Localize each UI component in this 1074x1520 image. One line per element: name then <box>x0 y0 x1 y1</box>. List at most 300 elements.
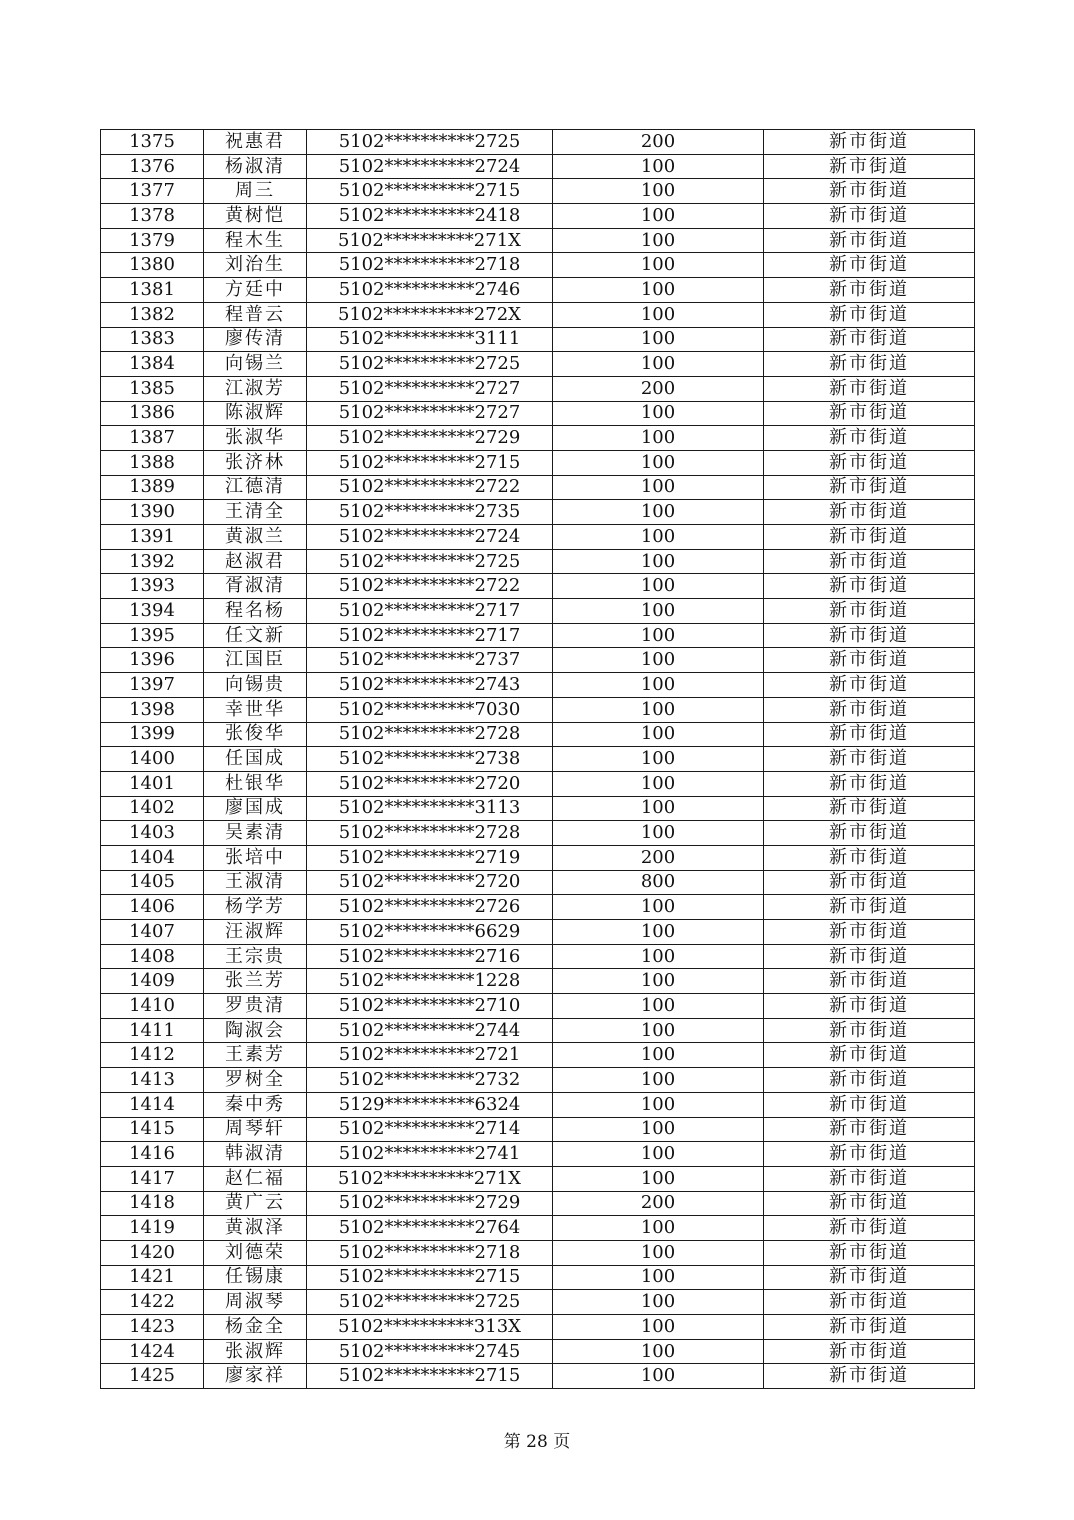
amount-cell: 100 <box>553 1315 764 1340</box>
name-cell: 程名杨 <box>204 599 307 624</box>
street-cell: 新市街道 <box>764 1240 975 1265</box>
amount-cell: 100 <box>553 278 764 303</box>
id-number-cell: 5102**********2725 <box>307 130 553 155</box>
street-cell: 新市街道 <box>764 599 975 624</box>
table-row <box>101 278 975 303</box>
street-cell: 新市街道 <box>764 327 975 352</box>
id-number-cell: 5102**********2722 <box>307 475 553 500</box>
street-cell: 新市街道 <box>764 1068 975 1093</box>
table-row <box>101 1092 975 1117</box>
street-cell: 新市街道 <box>764 549 975 574</box>
table-row <box>101 1315 975 1340</box>
id-number-cell: 5102**********2718 <box>307 253 553 278</box>
id-number-cell: 5102**********2725 <box>307 352 553 377</box>
table-row <box>101 401 975 426</box>
name-cell: 向锡兰 <box>204 352 307 377</box>
amount-cell: 100 <box>553 1092 764 1117</box>
table-row <box>101 771 975 796</box>
street-cell: 新市街道 <box>764 500 975 525</box>
seq-cell: 1377 <box>101 179 204 204</box>
name-cell: 黄树恺 <box>204 204 307 229</box>
amount-cell: 100 <box>553 796 764 821</box>
table-row <box>101 1166 975 1191</box>
name-cell: 张淑辉 <box>204 1339 307 1364</box>
table-row <box>101 549 975 574</box>
name-cell: 任文新 <box>204 623 307 648</box>
street-cell: 新市街道 <box>764 1216 975 1241</box>
amount-cell: 100 <box>553 895 764 920</box>
name-cell: 赵仁福 <box>204 1166 307 1191</box>
name-cell: 张淑华 <box>204 426 307 451</box>
id-number-cell: 5102**********272X <box>307 302 553 327</box>
table-row <box>101 623 975 648</box>
id-number-cell: 5102**********3113 <box>307 796 553 821</box>
street-cell: 新市街道 <box>764 623 975 648</box>
id-number-cell: 5102**********2727 <box>307 401 553 426</box>
table-row <box>101 1191 975 1216</box>
id-number-cell: 5102**********2720 <box>307 771 553 796</box>
table-row <box>101 154 975 179</box>
id-number-cell: 5102**********2724 <box>307 525 553 550</box>
table-row <box>101 969 975 994</box>
street-cell: 新市街道 <box>764 1142 975 1167</box>
id-number-cell: 5102**********2714 <box>307 1117 553 1142</box>
amount-cell: 100 <box>553 1265 764 1290</box>
amount-cell: 800 <box>553 870 764 895</box>
seq-cell: 1403 <box>101 821 204 846</box>
amount-cell: 100 <box>553 722 764 747</box>
table-row <box>101 1142 975 1167</box>
seq-cell: 1412 <box>101 1043 204 1068</box>
street-cell: 新市街道 <box>764 204 975 229</box>
table-row <box>101 376 975 401</box>
seq-cell: 1389 <box>101 475 204 500</box>
street-cell: 新市街道 <box>764 648 975 673</box>
amount-cell: 100 <box>553 450 764 475</box>
name-cell: 汪淑辉 <box>204 920 307 945</box>
street-cell: 新市街道 <box>764 450 975 475</box>
name-cell: 王宗贵 <box>204 944 307 969</box>
seq-cell: 1380 <box>101 253 204 278</box>
street-cell: 新市街道 <box>764 722 975 747</box>
amount-cell: 100 <box>553 673 764 698</box>
seq-cell: 1379 <box>101 228 204 253</box>
name-cell: 杨学芳 <box>204 895 307 920</box>
amount-cell: 100 <box>553 549 764 574</box>
amount-cell: 100 <box>553 920 764 945</box>
id-number-cell: 5102**********2725 <box>307 549 553 574</box>
seq-cell: 1387 <box>101 426 204 451</box>
seq-cell: 1385 <box>101 376 204 401</box>
id-number-cell: 5102**********2715 <box>307 179 553 204</box>
amount-cell: 100 <box>553 1364 764 1389</box>
amount-cell: 100 <box>553 327 764 352</box>
amount-cell: 100 <box>553 1240 764 1265</box>
amount-cell: 100 <box>553 599 764 624</box>
name-cell: 向锡贵 <box>204 673 307 698</box>
id-number-cell: 5102**********2737 <box>307 648 553 673</box>
id-number-cell: 5102**********2715 <box>307 1364 553 1389</box>
name-cell: 任锡康 <box>204 1265 307 1290</box>
name-cell: 张俊华 <box>204 722 307 747</box>
amount-cell: 100 <box>553 204 764 229</box>
street-cell: 新市街道 <box>764 673 975 698</box>
id-number-cell: 5102**********2724 <box>307 154 553 179</box>
name-cell: 刘德荣 <box>204 1240 307 1265</box>
name-cell: 祝惠君 <box>204 130 307 155</box>
name-cell: 程木生 <box>204 228 307 253</box>
name-cell: 杨金全 <box>204 1315 307 1340</box>
table-row <box>101 204 975 229</box>
seq-cell: 1386 <box>101 401 204 426</box>
table-row <box>101 253 975 278</box>
id-number-cell: 5102**********271X <box>307 1166 553 1191</box>
seq-cell: 1422 <box>101 1290 204 1315</box>
name-cell: 韩淑清 <box>204 1142 307 1167</box>
id-number-cell: 5102**********2732 <box>307 1068 553 1093</box>
table-row <box>101 648 975 673</box>
seq-cell: 1381 <box>101 278 204 303</box>
seq-cell: 1406 <box>101 895 204 920</box>
street-cell: 新市街道 <box>764 1315 975 1340</box>
street-cell: 新市街道 <box>764 130 975 155</box>
seq-cell: 1401 <box>101 771 204 796</box>
street-cell: 新市街道 <box>764 944 975 969</box>
name-cell: 胥淑清 <box>204 574 307 599</box>
amount-cell: 200 <box>553 845 764 870</box>
seq-cell: 1415 <box>101 1117 204 1142</box>
table-row <box>101 475 975 500</box>
amount-cell: 100 <box>553 253 764 278</box>
name-cell: 幸世华 <box>204 697 307 722</box>
id-number-cell: 5102**********2727 <box>307 376 553 401</box>
amount-cell: 100 <box>553 1216 764 1241</box>
table-row <box>101 1068 975 1093</box>
seq-cell: 1410 <box>101 994 204 1019</box>
seq-cell: 1393 <box>101 574 204 599</box>
id-number-cell: 5102**********2743 <box>307 673 553 698</box>
street-cell: 新市街道 <box>764 821 975 846</box>
seq-cell: 1404 <box>101 845 204 870</box>
name-cell: 任国成 <box>204 747 307 772</box>
name-cell: 廖家祥 <box>204 1364 307 1389</box>
table-row <box>101 500 975 525</box>
street-cell: 新市街道 <box>764 253 975 278</box>
name-cell: 陈淑辉 <box>204 401 307 426</box>
table-row <box>101 796 975 821</box>
id-number-cell: 5102**********2744 <box>307 1018 553 1043</box>
seq-cell: 1397 <box>101 673 204 698</box>
amount-cell: 100 <box>553 623 764 648</box>
seq-cell: 1390 <box>101 500 204 525</box>
id-number-cell: 5102**********2764 <box>307 1216 553 1241</box>
data-table <box>100 129 975 1389</box>
table-row <box>101 1339 975 1364</box>
table-row <box>101 895 975 920</box>
name-cell: 周淑琴 <box>204 1290 307 1315</box>
name-cell: 王清全 <box>204 500 307 525</box>
street-cell: 新市街道 <box>764 994 975 1019</box>
seq-cell: 1409 <box>101 969 204 994</box>
id-number-cell: 5102**********2717 <box>307 599 553 624</box>
table-row <box>101 228 975 253</box>
amount-cell: 100 <box>553 1339 764 1364</box>
amount-cell: 100 <box>553 154 764 179</box>
street-cell: 新市街道 <box>764 1339 975 1364</box>
seq-cell: 1425 <box>101 1364 204 1389</box>
seq-cell: 1383 <box>101 327 204 352</box>
street-cell: 新市街道 <box>764 1166 975 1191</box>
street-cell: 新市街道 <box>764 574 975 599</box>
seq-cell: 1411 <box>101 1018 204 1043</box>
street-cell: 新市街道 <box>764 154 975 179</box>
id-number-cell: 5102**********313X <box>307 1315 553 1340</box>
seq-cell: 1424 <box>101 1339 204 1364</box>
street-cell: 新市街道 <box>764 895 975 920</box>
id-number-cell: 5102**********2715 <box>307 1265 553 1290</box>
seq-cell: 1388 <box>101 450 204 475</box>
amount-cell: 100 <box>553 969 764 994</box>
street-cell: 新市街道 <box>764 870 975 895</box>
name-cell: 张济林 <box>204 450 307 475</box>
id-number-cell: 5102**********2728 <box>307 722 553 747</box>
seq-cell: 1402 <box>101 796 204 821</box>
amount-cell: 100 <box>553 1117 764 1142</box>
name-cell: 江德清 <box>204 475 307 500</box>
street-cell: 新市街道 <box>764 920 975 945</box>
name-cell: 罗树全 <box>204 1068 307 1093</box>
table-row <box>101 1240 975 1265</box>
street-cell: 新市街道 <box>764 747 975 772</box>
amount-cell: 200 <box>553 1191 764 1216</box>
amount-cell: 100 <box>553 771 764 796</box>
id-number-cell: 5102**********2725 <box>307 1290 553 1315</box>
table-row <box>101 673 975 698</box>
seq-cell: 1391 <box>101 525 204 550</box>
street-cell: 新市街道 <box>764 1043 975 1068</box>
id-number-cell: 5102**********2718 <box>307 1240 553 1265</box>
id-number-cell: 5102**********2746 <box>307 278 553 303</box>
id-number-cell: 5102**********2722 <box>307 574 553 599</box>
seq-cell: 1408 <box>101 944 204 969</box>
street-cell: 新市街道 <box>764 376 975 401</box>
name-cell: 程普云 <box>204 302 307 327</box>
name-cell: 王淑清 <box>204 870 307 895</box>
table-row <box>101 944 975 969</box>
amount-cell: 100 <box>553 944 764 969</box>
name-cell: 廖国成 <box>204 796 307 821</box>
table-row <box>101 450 975 475</box>
amount-cell: 200 <box>553 376 764 401</box>
amount-cell: 100 <box>553 697 764 722</box>
seq-cell: 1400 <box>101 747 204 772</box>
amount-cell: 100 <box>553 179 764 204</box>
seq-cell: 1375 <box>101 130 204 155</box>
name-cell: 黄广云 <box>204 1191 307 1216</box>
name-cell: 江国臣 <box>204 648 307 673</box>
street-cell: 新市街道 <box>764 475 975 500</box>
id-number-cell: 5102**********2728 <box>307 821 553 846</box>
seq-cell: 1414 <box>101 1092 204 1117</box>
amount-cell: 100 <box>553 821 764 846</box>
street-cell: 新市街道 <box>764 1290 975 1315</box>
seq-cell: 1416 <box>101 1142 204 1167</box>
amount-cell: 100 <box>553 228 764 253</box>
table-row <box>101 525 975 550</box>
seq-cell: 1395 <box>101 623 204 648</box>
amount-cell: 100 <box>553 500 764 525</box>
seq-cell: 1394 <box>101 599 204 624</box>
seq-cell: 1407 <box>101 920 204 945</box>
name-cell: 罗贵清 <box>204 994 307 1019</box>
id-number-cell: 5102**********7030 <box>307 697 553 722</box>
amount-cell: 200 <box>553 130 764 155</box>
table-row <box>101 179 975 204</box>
name-cell: 杜银华 <box>204 771 307 796</box>
street-cell: 新市街道 <box>764 352 975 377</box>
street-cell: 新市街道 <box>764 1117 975 1142</box>
id-number-cell: 5102**********2729 <box>307 426 553 451</box>
amount-cell: 100 <box>553 1166 764 1191</box>
table-row <box>101 1117 975 1142</box>
seq-cell: 1418 <box>101 1191 204 1216</box>
street-cell: 新市街道 <box>764 796 975 821</box>
name-cell: 吴素清 <box>204 821 307 846</box>
amount-cell: 100 <box>553 994 764 1019</box>
amount-cell: 100 <box>553 1290 764 1315</box>
name-cell: 黄淑泽 <box>204 1216 307 1241</box>
seq-cell: 1405 <box>101 870 204 895</box>
street-cell: 新市街道 <box>764 1265 975 1290</box>
name-cell: 方廷中 <box>204 278 307 303</box>
street-cell: 新市街道 <box>764 525 975 550</box>
id-number-cell: 5102**********2741 <box>307 1142 553 1167</box>
table-row <box>101 821 975 846</box>
table-row <box>101 1290 975 1315</box>
name-cell: 周琴轩 <box>204 1117 307 1142</box>
street-cell: 新市街道 <box>764 1092 975 1117</box>
table-row <box>101 1018 975 1043</box>
table-body <box>101 130 975 1389</box>
name-cell: 陶淑会 <box>204 1018 307 1043</box>
street-cell: 新市街道 <box>764 179 975 204</box>
table-row <box>101 747 975 772</box>
table-row <box>101 994 975 1019</box>
amount-cell: 100 <box>553 1018 764 1043</box>
id-number-cell: 5129**********6324 <box>307 1092 553 1117</box>
table-row <box>101 426 975 451</box>
amount-cell: 100 <box>553 475 764 500</box>
id-number-cell: 5102**********2710 <box>307 994 553 1019</box>
table-row <box>101 1216 975 1241</box>
seq-cell: 1413 <box>101 1068 204 1093</box>
seq-cell: 1396 <box>101 648 204 673</box>
id-number-cell: 5102**********2738 <box>307 747 553 772</box>
table-row <box>101 599 975 624</box>
amount-cell: 100 <box>553 1068 764 1093</box>
seq-cell: 1378 <box>101 204 204 229</box>
street-cell: 新市街道 <box>764 278 975 303</box>
amount-cell: 100 <box>553 747 764 772</box>
id-number-cell: 5102**********2418 <box>307 204 553 229</box>
name-cell: 廖传清 <box>204 327 307 352</box>
street-cell: 新市街道 <box>764 401 975 426</box>
table-row <box>101 574 975 599</box>
amount-cell: 100 <box>553 302 764 327</box>
id-number-cell: 5102**********2721 <box>307 1043 553 1068</box>
seq-cell: 1376 <box>101 154 204 179</box>
street-cell: 新市街道 <box>764 697 975 722</box>
id-number-cell: 5102**********2720 <box>307 870 553 895</box>
id-number-cell: 5102**********1228 <box>307 969 553 994</box>
seq-cell: 1384 <box>101 352 204 377</box>
amount-cell: 100 <box>553 426 764 451</box>
amount-cell: 100 <box>553 1142 764 1167</box>
name-cell: 黄淑兰 <box>204 525 307 550</box>
street-cell: 新市街道 <box>764 302 975 327</box>
table-row <box>101 1043 975 1068</box>
table-row <box>101 1364 975 1389</box>
amount-cell: 100 <box>553 648 764 673</box>
table-row <box>101 697 975 722</box>
seq-cell: 1421 <box>101 1265 204 1290</box>
id-number-cell: 5102**********2745 <box>307 1339 553 1364</box>
street-cell: 新市街道 <box>764 426 975 451</box>
seq-cell: 1392 <box>101 549 204 574</box>
id-number-cell: 5102**********2735 <box>307 500 553 525</box>
id-number-cell: 5102**********2726 <box>307 895 553 920</box>
id-number-cell: 5102**********2729 <box>307 1191 553 1216</box>
table-row <box>101 302 975 327</box>
table-row <box>101 1265 975 1290</box>
seq-cell: 1423 <box>101 1315 204 1340</box>
name-cell: 张培中 <box>204 845 307 870</box>
amount-cell: 100 <box>553 352 764 377</box>
name-cell: 秦中秀 <box>204 1092 307 1117</box>
amount-cell: 100 <box>553 574 764 599</box>
seq-cell: 1417 <box>101 1166 204 1191</box>
street-cell: 新市街道 <box>764 1191 975 1216</box>
amount-cell: 100 <box>553 401 764 426</box>
id-number-cell: 5102**********2717 <box>307 623 553 648</box>
table-row <box>101 722 975 747</box>
name-cell: 刘治生 <box>204 253 307 278</box>
seq-cell: 1382 <box>101 302 204 327</box>
name-cell: 张兰芳 <box>204 969 307 994</box>
seq-cell: 1419 <box>101 1216 204 1241</box>
table-row <box>101 845 975 870</box>
table-row <box>101 920 975 945</box>
street-cell: 新市街道 <box>764 969 975 994</box>
table-row <box>101 870 975 895</box>
table-row <box>101 130 975 155</box>
amount-cell: 100 <box>553 525 764 550</box>
street-cell: 新市街道 <box>764 228 975 253</box>
name-cell: 周三 <box>204 179 307 204</box>
name-cell: 王素芳 <box>204 1043 307 1068</box>
id-number-cell: 5102**********3111 <box>307 327 553 352</box>
street-cell: 新市街道 <box>764 771 975 796</box>
name-cell: 杨淑清 <box>204 154 307 179</box>
amount-cell: 100 <box>553 1043 764 1068</box>
id-number-cell: 5102**********2716 <box>307 944 553 969</box>
seq-cell: 1399 <box>101 722 204 747</box>
id-number-cell: 5102**********6629 <box>307 920 553 945</box>
table-row <box>101 352 975 377</box>
name-cell: 江淑芳 <box>204 376 307 401</box>
name-cell: 赵淑君 <box>204 549 307 574</box>
seq-cell: 1420 <box>101 1240 204 1265</box>
